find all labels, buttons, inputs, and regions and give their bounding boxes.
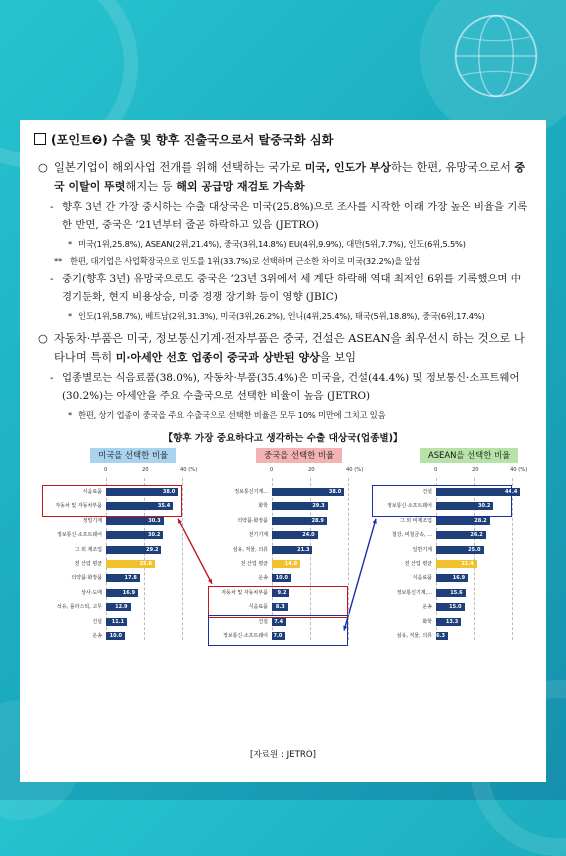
- data-label: 7.4: [274, 618, 284, 625]
- bar-row: [44, 632, 206, 641]
- bullet-paragraph-2: [32, 329, 534, 367]
- axis-tick-label: 40 (%): [510, 467, 528, 473]
- text-run: 해지는 등: [125, 180, 177, 193]
- category-label: 건설: [258, 618, 268, 625]
- bold-text-run: 미국, 인도가 부상: [304, 161, 391, 174]
- circle-bullet-icon: ○: [38, 161, 48, 174]
- data-label: 29.2: [146, 546, 159, 553]
- bar-row: [44, 517, 206, 526]
- category-label: 석유, 플라스틱, 고무: [57, 604, 102, 611]
- bar: [436, 632, 448, 640]
- bar-row: [210, 502, 372, 511]
- category-label: 정보통신기계,...: [396, 589, 432, 596]
- data-label: 15.0: [449, 604, 462, 611]
- bar-row: [44, 589, 206, 598]
- data-label: 26.2: [470, 532, 483, 539]
- category-label: 정보통신·소프트웨어: [56, 532, 102, 539]
- bar: [436, 531, 486, 539]
- data-label: 30.2: [478, 503, 491, 510]
- source-note: [자료원 : JETRO]: [250, 750, 316, 760]
- data-label: 44.4: [505, 489, 518, 495]
- category-label: 화학: [422, 618, 432, 625]
- category-label: 화학: [258, 503, 268, 510]
- circle-bullet-icon: ○: [38, 332, 48, 345]
- dash-bullet: -: [50, 201, 54, 213]
- bar-row: [210, 517, 372, 526]
- data-label: 21.4: [461, 561, 474, 567]
- data-label: 14.8: [284, 561, 298, 567]
- bar: [272, 488, 344, 496]
- section-heading-text: (포인트❷) 수출 및 향후 진출국으로서 탈중국화 심화: [51, 133, 334, 147]
- bar-row: [374, 560, 536, 569]
- category-label: 식음료품: [82, 489, 102, 495]
- bar-row: [374, 632, 536, 641]
- bar: [436, 517, 490, 525]
- bar-row: [44, 546, 206, 555]
- bar: [106, 589, 138, 597]
- bar-row: [374, 531, 536, 540]
- category-label: 전 산업 평균: [240, 561, 268, 567]
- category-label: 전 산업 평균: [404, 561, 432, 567]
- footnote-text: 인도(1위,58.7%), 베트남(2위,31.3%), 미국(3위,26.2%), 인니(4위,25.4%), 태국(5위,18.8%), 중국(6위,17.4%): [78, 311, 485, 321]
- sub-bullet-text: 업종별로는 식음료품(38.0%), 자동차·부품(35.4%)은 미국을, 건설(44.4%) 및 정보통신·소프트웨어(30.2%)는 아세안을 주요 수출국으로 선택한 비율이 높음 (JETRO): [62, 372, 520, 402]
- data-label: 15.6: [450, 589, 463, 596]
- bold-text-run: 중국 이탈이 뚜렷: [54, 161, 526, 193]
- bar: [436, 574, 468, 582]
- bar: [272, 517, 327, 525]
- data-label: 28.9: [311, 517, 324, 524]
- bar: [436, 560, 477, 568]
- data-label: 16.9: [122, 589, 136, 596]
- dash-bullet: -: [50, 372, 54, 384]
- bullet-paragraph-1: [32, 158, 534, 196]
- footnote-text: 미국(1위,25.8%), ASEAN(2위,21.4%), 중국(3위,14.8%) EU(4위,9.9%), 대만(5위,7.7%), 인도(6위,5.5%): [78, 239, 466, 249]
- axis-tick-label: 40 (%): [180, 467, 198, 473]
- data-label: 30.2: [148, 532, 161, 539]
- bar: [106, 531, 163, 539]
- bold-text-run: 해외 공급망 재검토 가속화: [176, 180, 305, 193]
- category-label: 전 산업 평균: [74, 561, 102, 567]
- bar-row: [44, 531, 206, 540]
- data-label: 11.1: [111, 618, 125, 625]
- axis-tick-label: 0: [434, 467, 438, 473]
- bar-row: [374, 589, 536, 598]
- sub-bullet-1: [32, 198, 534, 234]
- category-label: 식음료품: [248, 604, 268, 611]
- chart-title: 미국을 선택한 비율: [90, 448, 176, 463]
- bar-row: [44, 618, 206, 627]
- footnote-text: 한편, 상기 업종이 중국을 주요 수출국으로 선택한 비율은 모두 10% 미만에 그치고 있음: [78, 410, 386, 420]
- category-label: 운송: [92, 633, 102, 639]
- bar: [272, 546, 312, 554]
- bar-row: [210, 546, 372, 555]
- category-label: 의약품·화장품: [237, 517, 268, 524]
- chart-panel-2: [210, 448, 372, 654]
- bar-row: [44, 560, 206, 569]
- data-label: 38.0: [328, 489, 342, 495]
- highlight-box-bottom: [208, 615, 348, 647]
- section-heading: [34, 132, 534, 148]
- highlight-box: [372, 485, 512, 517]
- asterisk-marker: *: [68, 311, 72, 321]
- data-label: 29.3: [312, 503, 325, 510]
- chart-title: ASEAN을 선택한 비율: [420, 448, 518, 463]
- data-label: 35.4: [157, 503, 171, 510]
- sub-bullet-text: 향후 3년 간 가장 중시하는 수출 대상국은 미국(25.8%)으로 조사를 시작한 이래 가장 높은 비율을 기록한 반면, 중국은 ’21년부터 줄곧 하락하고 있음 (JETRO): [62, 201, 528, 231]
- category-label: 섬유, 직물, 의류: [396, 633, 432, 639]
- chart-panel-3: [374, 448, 536, 654]
- bar: [106, 574, 140, 582]
- data-label: 17.8: [124, 575, 137, 582]
- category-label: 정밀기계: [82, 517, 102, 524]
- asterisk-marker: *: [68, 410, 72, 420]
- data-label: 16.9: [452, 575, 466, 582]
- category-label: 그 외 비제조업: [399, 517, 432, 524]
- chart-group: [32, 448, 534, 654]
- bar: [106, 632, 125, 640]
- chart-title: 중국을 선택한 비율: [256, 448, 342, 463]
- axis-tick-label: 20: [472, 467, 479, 473]
- axis-tick-label: 40 (%): [346, 467, 364, 473]
- chart-panel-1: [44, 448, 206, 654]
- asterisk-marker: *: [68, 239, 72, 249]
- data-label: 12.9: [115, 604, 128, 611]
- sub-bullet-text: 중기(향후 3년) 유망국으로도 중국은 ’23년 3위에서 세 계단 하락해 역대 최저인 6위를 기록했으며 中 경기둔화, 현지 비용상승, 미중 경쟁 장기화 등이 영향 (JBIC): [62, 273, 522, 303]
- category-label: 정보통신·소프트웨어: [222, 633, 268, 639]
- text-run: 자동차·부품은 미국, 정보통신기계·전자부품은 중국, 건설은 ASEAN을 최우선시 하는 것으로 나타나며 특히: [54, 332, 525, 364]
- bar: [106, 603, 131, 611]
- category-label: 자동차 및 자동차부품: [55, 503, 102, 510]
- bar-row: [210, 531, 372, 540]
- category-label: 철강, 비철금속, ...: [391, 532, 432, 539]
- bold-text-run: 미·아세안 선호 업종이 중국과 상반된 양상: [115, 351, 320, 364]
- charts-title: 【향후 가장 중요하다고 생각하는 수출 대상국(업종별)】: [163, 433, 403, 444]
- footnote-text: 한편, 대기업은 사업확장국으로 인도를 1위(33.7%)로 선택하며 근소한 차이로 미국(32.2%)을 앞섬: [70, 256, 421, 266]
- globe-icon: [448, 8, 544, 104]
- data-label: 13.3: [445, 618, 459, 625]
- text-run: 하는 한편, 유망국으로서: [390, 161, 515, 174]
- category-label: 자동차 및 자동차부품: [221, 589, 268, 596]
- bar: [106, 560, 155, 568]
- category-label: 운송: [422, 604, 432, 611]
- category-label: 정보통신·소프트웨어: [386, 503, 432, 510]
- data-label: 21.3: [297, 546, 310, 553]
- bar: [436, 546, 484, 554]
- bar: [106, 517, 164, 525]
- double-asterisk-marker: **: [54, 256, 62, 266]
- footnote-3: [32, 309, 534, 323]
- category-label: 의약품·화장품: [71, 575, 102, 582]
- text-run: 일본기업이 해외사업 전개를 위해 선택하는 국가로: [54, 161, 305, 174]
- category-label: 건설: [92, 618, 102, 625]
- category-label: 그 외 제조업: [74, 546, 102, 553]
- data-label: 10.0: [275, 575, 288, 582]
- category-label: 건설: [422, 489, 432, 495]
- data-label: 38.0: [162, 489, 176, 495]
- category-label: 상사·도매: [81, 589, 102, 596]
- axis-tick-label: 20: [308, 467, 315, 473]
- axis-tick-label: 20: [142, 467, 149, 473]
- document-page: [20, 120, 546, 782]
- bar: [106, 618, 127, 626]
- checkbox-square-icon: [34, 133, 46, 145]
- data-label: 9.2: [277, 589, 287, 596]
- bar-row: [44, 574, 206, 583]
- text-run: 을 보임: [319, 351, 357, 364]
- data-label: 10.0: [109, 633, 122, 639]
- data-label: 7.0: [273, 633, 283, 639]
- data-label: 25.8: [139, 561, 153, 567]
- category-label: 섬유, 직물, 의류: [232, 546, 268, 553]
- data-label: 25.0: [468, 546, 481, 553]
- dash-bullet: -: [50, 273, 54, 285]
- sub-bullet-2: [32, 270, 534, 306]
- data-label: 24.0: [302, 532, 315, 539]
- data-label: 28.2: [474, 517, 487, 524]
- bar: [436, 589, 466, 597]
- sub-bullet-3: [32, 369, 534, 405]
- bar-row: [374, 603, 536, 612]
- axis-tick-label: 0: [104, 467, 108, 473]
- bar-row: [210, 574, 372, 583]
- data-label: 8.3: [275, 604, 285, 611]
- bar-row: [374, 574, 536, 583]
- footnote-4: [32, 408, 534, 422]
- bar-row: [374, 546, 536, 555]
- footnote-1: [32, 237, 534, 251]
- bar-row: [44, 603, 206, 612]
- bar: [436, 603, 465, 611]
- category-label: 정보통신기계...: [234, 489, 268, 495]
- bar-row: [210, 560, 372, 569]
- data-label: 30.3: [148, 517, 161, 524]
- bar: [436, 618, 461, 626]
- bar: [272, 574, 291, 582]
- bar-row: [374, 618, 536, 627]
- category-label: 전기기계: [248, 532, 268, 539]
- category-label: 운송: [258, 575, 268, 582]
- bar: [272, 502, 328, 510]
- bar-row: [374, 517, 536, 526]
- data-label: 6.3: [436, 633, 445, 639]
- bar-row: [210, 488, 372, 497]
- category-label: 식음료품: [412, 575, 432, 582]
- highlight-box-top: [208, 586, 348, 618]
- bar: [106, 546, 161, 554]
- footnote-2: [32, 254, 534, 268]
- category-label: 일반기계: [412, 546, 432, 553]
- bar: [272, 531, 318, 539]
- axis-tick-label: 0: [270, 467, 274, 473]
- highlight-box: [42, 485, 182, 517]
- bar: [272, 560, 300, 568]
